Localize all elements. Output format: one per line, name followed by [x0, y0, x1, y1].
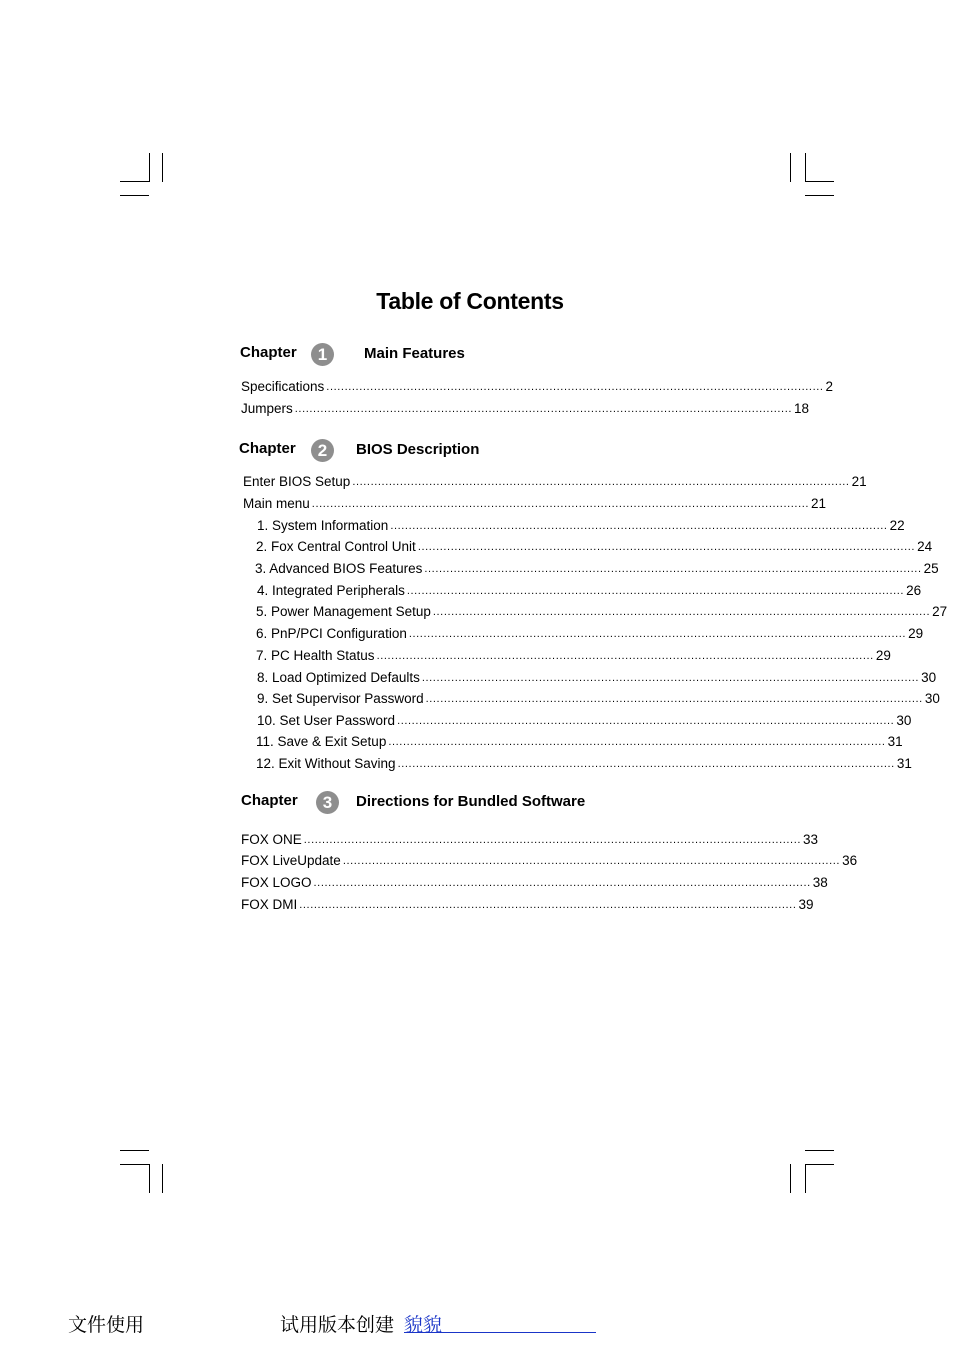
toc-entry-label: 11. Save & Exit Setup	[256, 734, 387, 749]
chapter-title: Main Features	[364, 345, 465, 362]
leader-dots: ........................................................................................................................................	[397, 715, 895, 727]
toc-entry-label: 12. Exit Without Saving	[256, 756, 396, 771]
chapter-title: Directions for Bundled Software	[356, 793, 586, 810]
toc-entry-label: FOX ONE	[241, 832, 302, 847]
crop-mark	[790, 1164, 791, 1193]
toc-entry[interactable]	[241, 374, 834, 394]
chapter-label: Chapter	[239, 440, 296, 457]
leader-dots: ........................................................................................................................................	[432, 606, 931, 618]
toc-entry-label: FOX LOGO	[241, 875, 312, 890]
toc-entry-label: FOX DMI	[241, 897, 298, 912]
crop-mark	[805, 1150, 834, 1151]
toc-entry-label: Specifications	[241, 379, 325, 394]
crop-mark	[790, 153, 791, 182]
toc-entry-page: 36	[842, 853, 858, 868]
toc-entry[interactable]	[256, 534, 933, 554]
leader-dots: ........................................................................................................................................	[390, 520, 888, 532]
toc-entry[interactable]	[257, 513, 905, 533]
leader-dots: ........................................................................................................................................	[397, 758, 895, 770]
toc-entry[interactable]	[243, 469, 867, 489]
toc-entry[interactable]	[241, 870, 828, 890]
toc-entry-page: 30	[896, 713, 912, 728]
leader-dots: ........................................................................................................................................	[408, 628, 907, 640]
toc-entry-label: 7. PC Health Status	[256, 648, 375, 663]
leader-dots: ........................................................................................................................................	[299, 899, 797, 911]
toc-entry-label: 5. Power Management Setup	[256, 604, 431, 619]
toc-entry-label: 8. Load Optimized Defaults	[257, 670, 420, 685]
toc-entry[interactable]	[256, 729, 903, 749]
toc-entry-page: 21	[851, 474, 867, 489]
chapter-number-badge: 3	[316, 791, 339, 814]
leader-dots: ........................................................................................................................................	[313, 877, 811, 889]
crop-mark	[120, 195, 149, 196]
crop-mark	[120, 181, 149, 182]
toc-entry-page: 31	[896, 756, 912, 771]
toc-entry[interactable]	[257, 708, 912, 728]
chapter-1-entries	[241, 374, 834, 418]
toc-entry[interactable]	[256, 643, 891, 663]
toc-entry-page: 29	[908, 626, 924, 641]
crop-mark	[149, 1164, 150, 1193]
toc-entry-page: 39	[798, 897, 814, 912]
toc-entry[interactable]	[256, 621, 924, 641]
chapter-2-entries	[243, 469, 948, 773]
crop-mark	[805, 153, 806, 182]
toc-entry-page: 22	[889, 518, 905, 533]
toc-entry[interactable]	[257, 686, 940, 706]
toc-entry-page: 2	[825, 379, 834, 394]
toc-entry[interactable]	[243, 491, 827, 511]
toc-entry-label: 10. Set User Password	[257, 713, 396, 728]
crop-mark	[805, 1164, 806, 1193]
toc-entry-label: 2. Fox Central Control Unit	[256, 539, 416, 554]
leader-dots: ........................................................................................................................................	[388, 736, 886, 748]
toc-entry[interactable]	[241, 396, 810, 416]
toc-entry-page: 31	[887, 734, 903, 749]
crop-mark	[120, 1164, 149, 1165]
leader-dots: ........................................................................................................................................	[424, 563, 922, 575]
crop-mark	[805, 195, 834, 196]
leader-dots: ........................................................................................................................................	[311, 498, 810, 510]
toc-entry[interactable]	[257, 665, 937, 685]
toc-entry-page: 24	[917, 539, 933, 554]
crop-mark	[805, 181, 834, 182]
leader-dots: ........................................................................................................................................	[417, 541, 916, 553]
toc-entry-label: 9. Set Supervisor Password	[257, 691, 424, 706]
leader-dots: ........................................................................................................................................	[303, 834, 802, 846]
leader-dots: ........................................................................................................................................	[376, 650, 874, 662]
chapter-title: BIOS Description	[356, 441, 480, 458]
chapter-label: Chapter	[240, 344, 297, 361]
toc-entry-page: 25	[923, 561, 939, 576]
chapter-3-heading	[241, 790, 701, 816]
footer-left-text: 文件使用	[68, 1314, 145, 1336]
toc-entry-label: Enter BIOS Setup	[243, 474, 351, 489]
toc-entry-page: 21	[811, 496, 827, 511]
toc-entry-label: 3. Advanced BIOS Features	[255, 561, 423, 576]
toc-entry-label: 6. PnP/PCI Configuration	[256, 626, 407, 641]
page-title: Table of Contents	[376, 288, 564, 314]
crop-mark	[162, 153, 163, 182]
crop-mark	[162, 1164, 163, 1193]
leader-dots: ........................................................................................................................................	[294, 403, 793, 415]
crop-mark	[120, 1150, 149, 1151]
toc-entry-page: 30	[924, 691, 940, 706]
leader-dots: ........................................................................................................................................	[342, 855, 841, 867]
chapter-number-badge: 2	[311, 439, 334, 462]
toc-entry[interactable]	[241, 827, 819, 847]
toc-entry-page: 27	[932, 604, 948, 619]
leader-dots: ........................................................................................................................................	[352, 476, 850, 488]
toc-entry-page: 30	[921, 670, 937, 685]
chapter-1-heading	[240, 342, 700, 368]
leader-dots: ........................................................................................................................................	[406, 585, 905, 597]
footer-link[interactable]: 貌貌	[404, 1310, 596, 1333]
toc-entry[interactable]	[257, 578, 922, 598]
chapter-label: Chapter	[241, 792, 298, 809]
toc-entry-label: Jumpers	[241, 401, 293, 416]
toc-entry-label: 1. System Information	[257, 518, 389, 533]
crop-mark	[805, 1164, 834, 1165]
toc-entry-page: 33	[803, 832, 819, 847]
toc-entry-label: FOX LiveUpdate	[241, 853, 341, 868]
crop-mark	[149, 153, 150, 182]
toc-entry[interactable]	[256, 599, 948, 619]
chapter-number-badge: 1	[311, 343, 334, 366]
toc-entry[interactable]	[255, 556, 939, 576]
toc-entry-label: Main menu	[243, 496, 310, 511]
toc-entry[interactable]	[241, 848, 858, 868]
toc-entry-page: 26	[906, 583, 922, 598]
toc-entry-label: 4. Integrated Peripherals	[257, 583, 405, 598]
toc-entry[interactable]	[241, 892, 814, 912]
leader-dots: ........................................................................................................................................	[425, 693, 923, 705]
toc-entry-page: 29	[875, 648, 891, 663]
chapter-2-heading	[239, 438, 699, 464]
chapter-3-entries	[241, 827, 858, 917]
toc-entry-page: 18	[794, 401, 810, 416]
leader-dots: ........................................................................................................................................	[326, 381, 824, 393]
leader-dots: ........................................................................................................................................	[421, 672, 920, 684]
footer-middle-text: 试用版本创建	[280, 1314, 395, 1336]
toc-entry-page: 38	[812, 875, 828, 890]
toc-entry[interactable]	[256, 751, 912, 771]
